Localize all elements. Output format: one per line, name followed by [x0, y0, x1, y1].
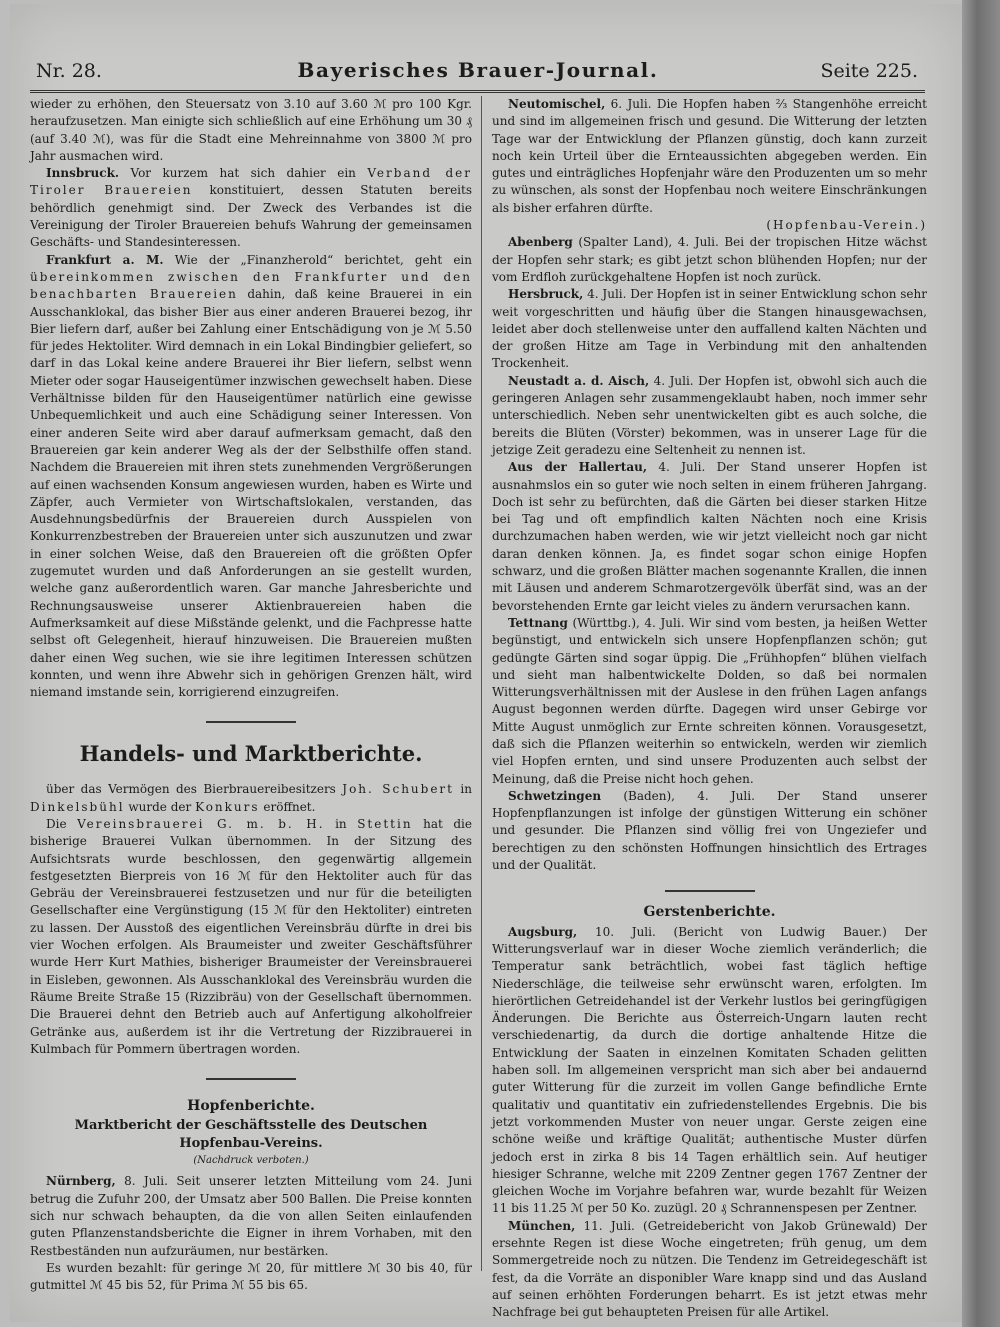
text-run: Wie der „Finanzherold“ berichtet, geht ein — [174, 252, 472, 267]
section-title: Handels- und Marktberichte. — [79, 741, 423, 767]
page-header — [28, 56, 928, 90]
article-paragraph: Es wurden bezahlt: für geringe ℳ 20, für mittlere ℳ 30 bis 40, für gutmittel ℳ 45 bis 52, für Prima ℳ 55 bis 65. — [30, 1260, 472, 1293]
spaced-text: Verband der Tiroler Brauereien — [30, 166, 472, 198]
article-paragraph — [492, 96, 927, 217]
text-run: in — [335, 816, 347, 831]
text-run: konstituiert, dessen Statuten bereits behördlich genehmigt sind. Der Zweck des Verbandes ist die Vereinigung der Tiroler Brauereien behufs Wahrung der gemeinsamen Geschäfts- und Standesinteressen. — [30, 183, 472, 250]
text-run: (Württbg.), 4. Juli. Wir sind vom besten, ja heißen Wetter begünstigt, und entwickeln sich unsere Hopfenpflanzen schön; gut gedüngte Gärten sind sogar üppig. Die „Frühhopfen“ blühen vielfach und sieht man halbentwickelte Dolden, so daß bei normalen Witterungsverhältnissen mit der Auslese in den frühen Lagen anfangs August begonnen werden dürfte. Dagegen wird unser Gebirge vor Mitte August unmöglich zur Ernte schreiten können. Vorausgesetzt, daß sich die Pflanzen weiterhin so entwickeln, werden wir ziemlich viel Hopfen ernten, und sind unsere Produzenten auch selbst der Meinung, daß die Preise nicht hoch gehen. — [492, 615, 927, 786]
place-name: Schwetzingen — [508, 788, 602, 803]
place-name: Frankfurt a. M. — [46, 252, 164, 267]
place-name: Aus der Hallertau, — [508, 460, 648, 475]
place-name: Tettnang — [508, 615, 568, 630]
article-paragraph — [492, 459, 927, 615]
text-run: 6. Juli. Die Hopfen haben ⅔ Stangenhöhe erreicht und sind im allgemeinen frisch und gesund. Die Witterung der letzten Tage war der Entwicklung der Pflanzen günstig, doch kann zurzeit noch kein Urteil über die Ernteaussichten abgegeben werden. Ein gutes und einträgliches Hopfenjahr wäre den Produzenten um so mehr zu wünschen, als sonst der Hopfenbau noch weitere Einschränkungen als bisher erfahren dürfte. — [492, 97, 927, 215]
text-run: 4. Juli. Der Hopfen ist in seiner Entwicklung schon sehr weit vorgeschritten und häufig über die Stangen hinausgewachsen, leidet aber doch stellenweise unter den auffallend kalten Nächten und der großen Hitze am Tage in Verbindung mit den anhaltenden Trockenheit. — [492, 287, 927, 371]
text-run: 4. Juli. Der Stand unserer Hopfen ist ausnahmslos ein so guter wie noch selten in einem früheren Jahrgang. Doch ist sehr zu befürchten, daß die Gärten bei dieser starken Hitze bei Tag und oft empfindlich kalten Nächten noch eine Krisis durchzumachen haben werden, wie wir jetzt vielleicht noch gar nicht daran denken können. Ja, es findet sogar schon einige Hopfen schwarz, und die großen Blätter machen sogenannte Krallen, die innen mit Läusen und anderem Schmarotzergevölk überfät sind, was an der bevorstehenden Ernte gar leicht vieles zu ändern verursachen kann. — [492, 460, 927, 613]
place-name: München, — [508, 1218, 576, 1233]
article-paragraph — [30, 816, 472, 1058]
place-name: Augsburg, — [508, 924, 578, 939]
subsection-subtitle: Marktbericht der Geschäftsstelle des Deutschen Hopfenbau-Vereins. — [74, 1118, 428, 1151]
text-run: Die — [46, 816, 67, 831]
left-column — [30, 96, 472, 1294]
place-name: Abenberg — [508, 235, 573, 250]
text-run: (Spalter Land), 4. Juli. Bei der tropischen Hitze wächst der Hopfen sehr stark; es gibt jetzt schon blühenden Hopfen; nur der vom Erdfloh zurückgehaltene Hopfen ist noch zurück. — [492, 235, 927, 284]
section-separator — [206, 1078, 296, 1080]
spaced-text: Konkurs — [195, 799, 260, 814]
person-name: Joh. Schubert — [342, 782, 454, 797]
article-paragraph — [492, 373, 927, 459]
text-run: 10. Juli. (Bericht von Ludwig Bauer.) Der Witterungsverlauf war in dieser Woche ziemlich veränderlich; die Temperatur sank beträchtlich, wobei fast täglich heftige Niederschläge, die teilweise sehr erwünscht waren, erfolgten. Im hierörtlichen Getreidehandel ist der Verkehr lustlos bei geringfügigen Änderungen. Die Berichte aus Österreich-Ungarn lauten recht verschiedenartig, da durch die dortige anhaltende Hitze die Entwicklung der Saaten in einzelnen Komitaten Schaden gelitten haben soll. Im allgemeinen verspricht man sich aber bei andauernd guter Witterung für die zurzeit im vollen Gange befindliche Ernte qualitativ und quantitativ ein zufriedenstellendes Ergebnis. Die bis jetzt vorkommenden Muster von neuer ungar. Gerste zeigen eine schöne weiße und kräftige Qualität; authentische Muster dürfen jedoch erst in zirka 8 bis 14 Tagen erhältlich sein. Auf heutiger hiesiger Schranne, welche mit 2209 Zentner gegen 1767 Zentner der gleichen Woche im Vorjahre befahren war, wurde bezahlt für Weizen 11 bis 11.25 ℳ per 50 Ko. zuzügl. 20 ₰ Schrannenspesen per Zentner. — [492, 924, 927, 1216]
right-column — [492, 96, 927, 1321]
article-paragraph — [492, 1218, 927, 1322]
article-paragraph: wieder zu erhöhen, den Steuersatz von 3.10 auf 3.60 ℳ pro 100 Kgr. heraufzusetzen. Man einigte sich schließlich auf eine Erhöhung um 30 ₰ (auf 3.40 ℳ), was für die Stadt eine Mehreinnahme von 3800 ℳ pro Jahr ausmachen wird. — [30, 97, 472, 163]
spaced-text: Vereinsbrauerei G. m. b. H. — [77, 816, 325, 831]
article-paragraph — [492, 924, 927, 1218]
column-divider — [481, 96, 482, 1271]
place-name: Nürnberg, — [46, 1174, 116, 1189]
article-paragraph — [30, 165, 472, 251]
article-paragraph — [492, 615, 927, 788]
page-number: Seite 225. — [820, 60, 918, 82]
section-separator — [206, 721, 296, 723]
place-name: Neustadt a. d. Aisch, — [508, 373, 650, 388]
subsection-title: Hopfenberichte. — [187, 1098, 315, 1115]
text-run: Vor kurzem hat sich dahier ein — [130, 166, 356, 181]
section-separator — [665, 890, 755, 892]
subsection-title: Gerstenberichte. — [643, 904, 776, 921]
header-rule — [30, 90, 925, 93]
article-paragraph — [492, 286, 927, 372]
place-name: Dinkelsbühl — [30, 799, 125, 814]
article-paragraph — [30, 781, 472, 816]
book-spine-shadow — [962, 0, 1000, 1327]
place-name: Innsbruck. — [46, 166, 120, 181]
text-run: 8. Juli. Seit unserer letzten Mitteilung vom 24. Juni betrug die Zufuhr 200, der Umsatz aber 500 Ballen. Die Preise konnten sich nur schwach behaupten, da die von allen Seiten einlaufenden guten Pflanzenstandsberichte die Eigner in ihrem Vorhaben, mit den Restbeständen nun aufzuräumen, nur bestärken. — [30, 1174, 472, 1258]
text-run: wurde der — [128, 799, 192, 814]
source-attribution: (Hopfenbau-Verein.) — [766, 218, 927, 233]
reprint-notice: (Nachdruck verboten.) — [193, 1155, 309, 1167]
text-run: (Baden), 4. Juli. Der Stand unserer Hopfenpflanzungen ist infolge der günstigen Witterung ein schöner und gesunder. Die Pflanzen sind völlig frei von Ungeziefer und berechtigen zu den schönsten Hoffnungen hinsichtlich des Ertrages und der Qualität. — [492, 788, 927, 873]
spaced-text: übereinkommen zwischen den Frankfurter und den benachbarten Brauereien — [30, 269, 472, 302]
place-name: Hersbruck, — [508, 287, 584, 302]
place-name: Stettin — [357, 816, 413, 831]
text-run: eröffnet. — [263, 799, 316, 814]
text-run: hat die bisherige Brauerei Vulkan übernommen. In der Sitzung des Aufsichtsrats wurde beschlossen, den gegenwärtig allgemein festgesetzten Bierpreis von 16 ℳ für den Hektoliter auch für das Gebräu der Vereinsbrauerei festzusetzen und nur für die beteiligten Gesellschafter eine Vergünstigung (15 ℳ für den Hektoliter) eintreten zu lassen. Der Ausstoß des eigentlichen Vereinsbräu dürfte in drei bis vier Wochen erfolgen. Als Braumeister und zweiter Geschäftsführer wurde Herr Kurt Mathies, bisheriger Braumeister der Vereinsbrauerei in Eisleben, gewonnen. Als Ausschanklokal des Vereinsbräu wurden die Räume Breite Straße 15 (Rizzibräu) von der Gesellschaft übernommen. Die Brauerei dehnt den Betrieb auch auf Anfertigung alkoholfreier Getränke aus, außerdem ist ihr die Vertretung der Rizzibrauerei in Kulmbach für Pommern übertragen worden. — [30, 816, 472, 1056]
article-paragraph — [492, 234, 927, 286]
issue-number: Nr. 28. — [36, 60, 102, 82]
text-run: 11. Juli. (Getreidebericht von Jakob Grünewald) Der ersehnte Regen ist diese Woche eingetreten; früh genug, um dem Sommergetreide noch zu nützen. Die Tendenz im Getreidegeschäft ist fest, da die Vorräte an disponibler Ware knapp sind und das Ausland auf seinen erhöhten Forderungen beharrt. Es ist jetzt etwas mehr Nachfrage bei gut behaupteten Preisen für alle Artikel. — [492, 1218, 927, 1320]
journal-title: Bayerisches Brauer-Journal. — [297, 58, 659, 82]
article-paragraph — [492, 788, 927, 874]
place-name: Neutomischel, — [508, 97, 606, 111]
text-run: 4. Juli. Der Hopfen ist, obwohl sich auch die geringeren Anlagen sehr zusammengeklaubt haben, noch immer sehr unterschiedlich. Neben sehr unentwickelten gibt es auch solche, die bereits die Blüten (Vörster) bekommen, was in unserer Lage für die jetzige Zeit geradezu eine Seltenheit zu nennen ist. — [492, 373, 927, 457]
text-run: in — [460, 782, 472, 797]
text-run: über das Vermögen des Bierbrauereibesitzers — [46, 782, 336, 797]
article-paragraph — [30, 1173, 472, 1259]
text-run: dahin, daß keine Brauerei in ein Ausschanklokal, das bisher Bier aus einer anderen Brauerei bezog, ihr Bier liefern darf, außer bei Zahlung einer Entschädigung von je ℳ 5.50 für jedes Hektoliter. Wird demnach in ein Lokal Bindingbier geliefert, so darf in das Lokal keine andere Brauerei ihr Bier liefern, selbst wenn Mieter oder sogar Hauseigentümer inzwischen gewechselt haben. Diese Verhältnisse bilden für den Hauseigentümer natürlich eine gewisse Unbequemlichkeit und auch eine Schädigung seiner Interessen. Von einer anderen Seite wird aber darauf aufmerksam gemacht, daß den Brauereien gar kein anderer Weg als der der Selbsthilfe offen stand. Nachdem die Brauereien mit ihren stets zunehmenden Vergrößerungen auf einen wachsenden Konsum angewiesen wurden, haben es Wirte und Zäpfer, auch Vermieter von Wirtschaftslokalen, verstanden, das Ausdehnungsbedürfnis der Brauereien durch Ausspielen von Konkurrenzbestreben der Brauereien unter sich auszunutzen und zwar in einer solchen Weise, daß den Brauereien oft die größten Opfer zugemutet wurden und daß Anforderungen an sie gestellt wurden, welche ganz außerordentlich waren. Gar manche Jahresberichte und Rechnungsausweise unserer Aktienbrauereien haben die Aufmerksamkeit auf diese Mißstände gelenkt, und die Fachpresse hatte selbst oft Gelegenheit, hierauf hinzuweisen. Die Brauereien mußten daher einen Weg suchen, wie sie ihre legitimen Interessen schützen konnten, und wenn ihre Abwehr sich in gehörigen Grenzen hält, wird niemand imstande sein, korrigierend einzugreifen. — [30, 287, 473, 700]
article-paragraph — [30, 252, 472, 702]
